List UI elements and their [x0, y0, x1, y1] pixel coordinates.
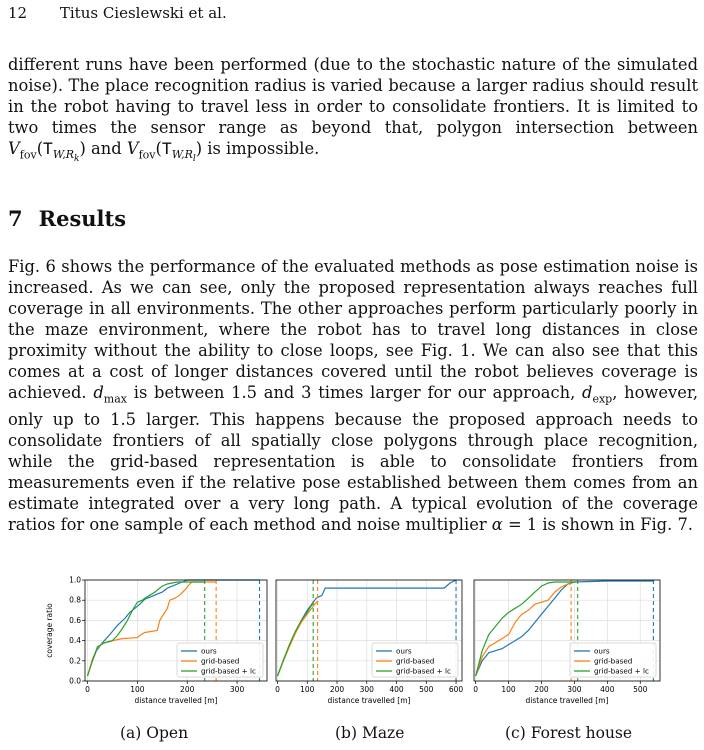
x-tick-label: 500 — [419, 685, 434, 694]
math-v: V — [8, 139, 20, 158]
y-tick-label: 0.6 — [69, 615, 81, 625]
x-tick-label: 300 — [229, 685, 245, 694]
series-line-grid-based — [278, 601, 318, 676]
legend-label: ours — [594, 646, 610, 656]
x-tick-label: 600 — [448, 685, 464, 694]
legend-label: grid-based + lc — [201, 666, 256, 676]
legend-label: ours — [201, 646, 217, 656]
x-axis-label: distance travelled [m] — [525, 696, 609, 705]
x-axis-label: distance travelled [m] — [327, 696, 411, 705]
section-number: 7 — [8, 206, 23, 231]
x-tick-label: 0 — [85, 685, 90, 694]
paragraph-2: Fig. 6 shows the performance of the evaluated methods as pose estimation noise is increased. As we can see, only the proposed representation always reaches full coverage in all environments. The other approaches perform particularly poorly in the maze environment, where the robot has to travel long distances in close proximity without the ability to close loops, see Fig. 1. We can also see that this comes at a cost of longer distances covered until the robot believes coverage is achieved. $d_{max}$ is between 1.5 and 3 times larger for our approach, $d_{exp}$, however, only up to 1.5 larger. This happens because the proposed approach needs to consolidate frontiers of all spatially close polygons through place recognition, while the grid-based representation is able to consolidate frontiers from measurements even if the relative pose established between them comes from an estimate integrated over a very long path. A typical evolution of the coverage ratios for one sample of each method and noise multiplier α = 1 is shown in Fig. 7. — [8, 257, 699, 535]
paragraph-1: different runs have been performed (due to the stochastic nature of the simulated noise). The place recognition radius is varied because a larger radius should result in the robot having to travel less in order to consolidate frontiers. It is limited to two times the sensor range as beyond that, polygon intersection between $V_{fov}(T_{W,R_k})$ and $V_{fov}(T_{W,R_l})$ is impossible. — [8, 55, 698, 165]
page-header — [8, 4, 227, 22]
legend-label: grid-based — [201, 656, 240, 666]
chart-maze — [268, 575, 468, 713]
x-tick-label: 300 — [359, 685, 374, 694]
x-tick-label: 200 — [180, 685, 195, 694]
y-tick-label: 0.0 — [69, 676, 81, 686]
x-tick-label: 400 — [600, 685, 615, 694]
page-number: 12 — [8, 4, 28, 22]
legend-label: grid-based + lc — [594, 666, 649, 676]
series-line-grid-based — [476, 584, 571, 676]
legend-label: ours — [396, 646, 412, 656]
caption-maze: (b) Maze — [335, 724, 405, 742]
running-authors: Titus Cieslewski et al. — [59, 4, 227, 22]
section-title: Results — [38, 206, 127, 231]
x-tick-label: 300 — [567, 685, 582, 694]
chart-open — [40, 575, 272, 713]
y-axis-label: coverage ratio — [45, 603, 54, 658]
legend-label: grid-based + lc — [396, 666, 451, 676]
x-tick-label: 100 — [130, 685, 145, 694]
chart-forest-house — [466, 575, 666, 713]
x-tick-label: 500 — [633, 685, 648, 694]
legend-label: grid-based — [594, 656, 633, 666]
caption-forest-house: (c) Forest house — [505, 724, 633, 742]
caption-open: (a) Open — [120, 724, 189, 742]
series-line-grid-based-lc — [476, 582, 578, 676]
x-tick-label: 100 — [300, 685, 315, 694]
x-tick-label: 0 — [473, 685, 479, 694]
y-tick-label: 0.2 — [69, 656, 81, 666]
x-tick-label: 200 — [534, 685, 549, 694]
y-tick-label: 0.4 — [69, 636, 81, 646]
legend-label: grid-based — [396, 656, 435, 666]
y-tick-label: 0.8 — [69, 595, 81, 605]
y-tick-label: 1.0 — [69, 575, 81, 585]
x-tick-label: 100 — [501, 685, 516, 694]
x-tick-label: 200 — [329, 685, 345, 694]
x-axis-label: distance travelled [m] — [134, 696, 218, 705]
section-heading — [8, 206, 126, 231]
x-tick-label: 0 — [275, 685, 280, 694]
x-tick-label: 400 — [389, 685, 404, 694]
